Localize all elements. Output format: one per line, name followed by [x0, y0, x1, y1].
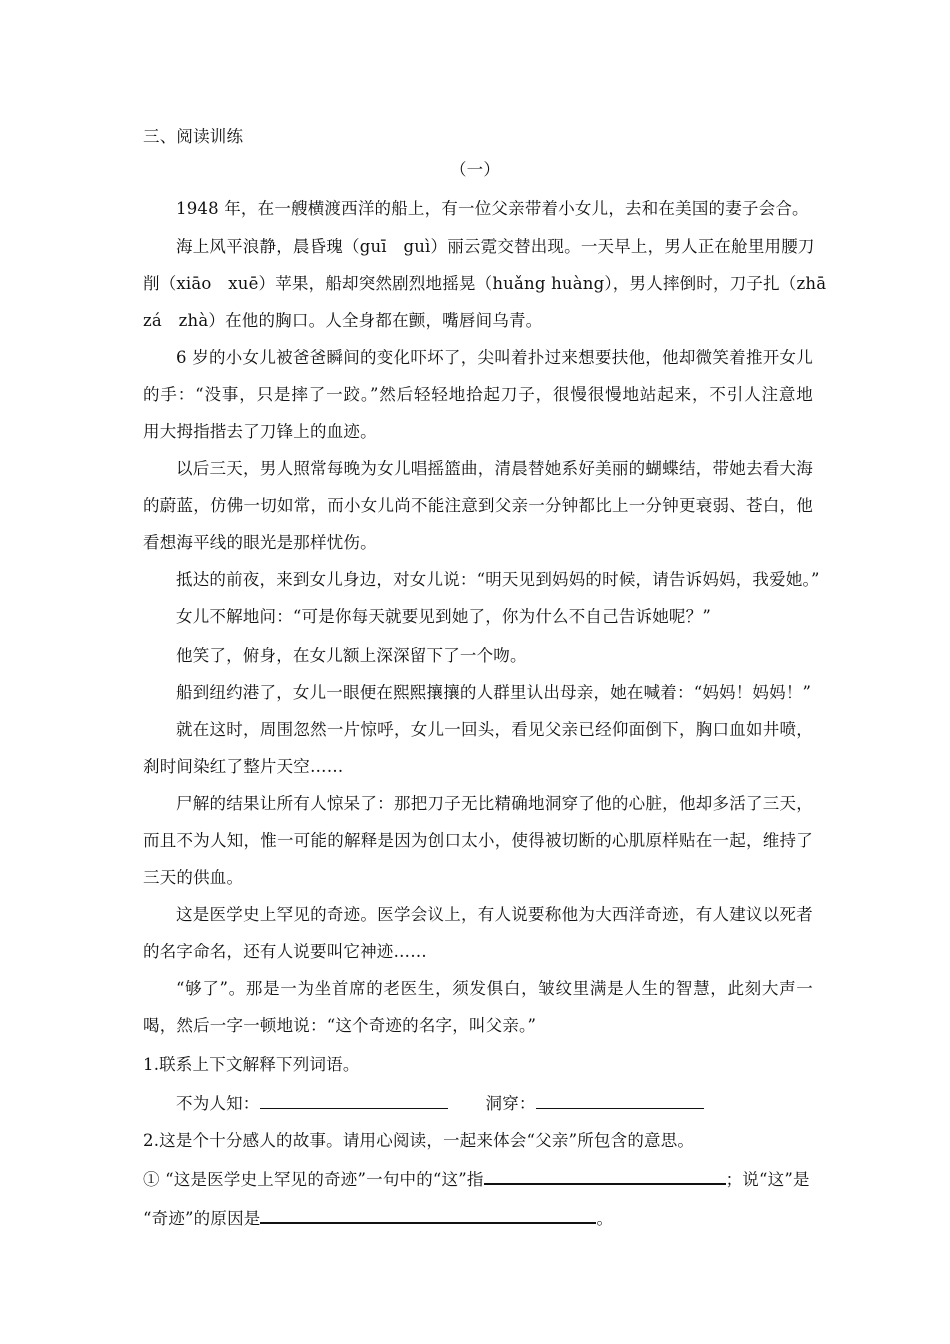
question-1-terms — [176, 1092, 813, 1115]
paragraph-line: 抵达的前夜，来到女儿身边，对女儿说：“明天见到妈妈的时候，请告诉妈妈，我爱她。” — [176, 570, 820, 589]
paragraph-line: 女儿不解地问：“可是你每天就要见到她了，你为什么不自己告诉她呢？” — [176, 607, 711, 626]
q2-part2-prefix: “奇迹”的原因是 — [143, 1209, 261, 1228]
q2-part1-answer-blank[interactable] — [484, 1167, 726, 1185]
paragraph-line: 6 岁的小女儿被爸爸瞬间的变化吓坏了，尖叫着扑过来想要扶他，他却微笑着推开女儿 — [176, 348, 813, 367]
paragraph-line: zá zhà）在他的胸口。人全身都在颤，嘴唇间乌青。 — [143, 311, 543, 330]
term-b-label: 洞穿： — [485, 1094, 536, 1113]
passage-number: （一） — [449, 160, 501, 179]
paragraph-line: 尸解的结果让所有人惊呆了：那把刀子无比精确地洞穿了他的心脏，他却多活了三天， — [176, 794, 813, 813]
paragraph-line: 的蔚蓝，仿佛一切如常，而小女儿尚不能注意到父亲一分钟都比上一分钟更衰弱、苍白，他 — [143, 496, 813, 515]
paragraph-line: 而且不为人知，惟一可能的解释是因为创口太小，使得被切断的心肌原样贴在一起，维持了 — [143, 831, 813, 850]
paragraph-line: 喝，然后一字一顿地说：“这个奇迹的名字，叫父亲。” — [143, 1016, 537, 1035]
section-title: 三、阅读训练 — [143, 127, 244, 146]
q2-part2-suffix: 。 — [596, 1209, 614, 1228]
question-2-part-2 — [143, 1206, 813, 1230]
q2-part2-answer-blank[interactable] — [260, 1206, 596, 1224]
paragraph-line: 看想海平线的眼光是那样忧伤。 — [143, 533, 377, 552]
paragraph-line: 用大拇指揩去了刀锋上的血迹。 — [143, 422, 377, 441]
paragraph-line: 削（xiāo xuē）苹果，船却突然剧烈地摇晃（huǎng huàng），男人摔倒时，刀子扎（zhā — [143, 274, 827, 293]
term-a-answer-blank[interactable] — [260, 1092, 448, 1109]
paragraph-line: “够了”。那是一为坐首席的老医生，须发俱白，皱纹里满是人生的智慧，此刻大声一 — [176, 979, 813, 998]
q2-part1-prefix: ① “这是医学史上罕见的奇迹”一句中的“这”指 — [143, 1170, 484, 1189]
paragraph-line: 就在这时，周围忽然一片惊呼，女儿一回头，看见父亲已经仰面倒下，胸口血如井喷， — [176, 720, 813, 739]
paragraph-line: 1948 年，在一艘横渡西洋的船上，有一位父亲带着小女儿，去和在美国的妻子会合。 — [176, 199, 809, 218]
paragraph-line: 刹时间染红了整片天空…… — [143, 757, 344, 776]
paragraph-line: 的手：“没事，只是摔了一跤。”然后轻轻地拾起刀子，很慢很慢地站起来，不引人注意地 — [143, 385, 813, 404]
question-2: 2.这是个十分感人的故事。请用心阅读，一起来体会“父亲”所包含的意思。 — [143, 1131, 695, 1150]
paragraph-line: 的名字命名，还有人说要叫它神迹…… — [143, 942, 427, 961]
term-a-label: 不为人知： — [176, 1094, 260, 1113]
paragraph-line: 以后三天，男人照常每晚为女儿唱摇篮曲，清晨替她系好美丽的蝴蝶结，带她去看大海 — [176, 459, 813, 478]
question-2-part-1 — [143, 1167, 813, 1191]
paragraph-line: 三天的供血。 — [143, 868, 244, 887]
paragraph-line: 他笑了，俯身，在女儿额上深深留下了一个吻。 — [176, 646, 527, 665]
q2-part1-mid: ；说“这”是 — [725, 1170, 810, 1189]
paragraph-line: 这是医学史上罕见的奇迹。医学会议上，有人说要称他为大西洋奇迹，有人建议以死者 — [176, 905, 813, 924]
question-1: 1.联系上下文解释下列词语。 — [143, 1055, 360, 1074]
term-b-answer-blank[interactable] — [536, 1092, 704, 1109]
paragraph-line: 海上风平浪静，晨昏瑰（guī guì）丽云霓交替出现。一天早上，男人正在舱里用腰刀 — [176, 237, 815, 256]
paragraph-line: 船到纽约港了，女儿一眼便在熙熙攘攘的人群里认出母亲，她在喊着：“妈妈！妈妈！” — [176, 683, 812, 702]
